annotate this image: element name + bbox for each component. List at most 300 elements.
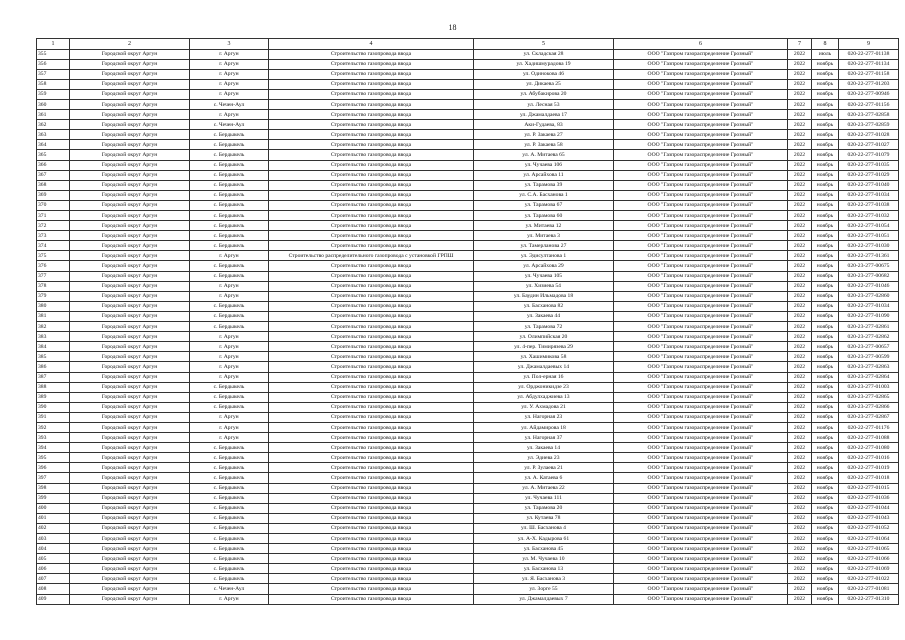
year-cell: 2022 xyxy=(788,49,812,59)
year-cell: 2022 xyxy=(788,271,812,281)
year-cell: 2022 xyxy=(788,534,812,544)
settlement-cell: с. Чечен-Аул xyxy=(190,584,269,594)
organization-cell: ООО "Газпром газораспределение Грозный" xyxy=(614,443,788,453)
table-row xyxy=(37,150,899,160)
table-row xyxy=(37,291,899,301)
row-number-cell: 380 xyxy=(37,301,70,311)
work-type-cell: Строительство газопровода ввода xyxy=(269,180,474,190)
work-type-cell: Строительство газопровода ввода xyxy=(269,503,474,513)
settlement-cell: с. Бердыкель xyxy=(190,160,269,170)
table-row xyxy=(37,523,899,533)
permit-number-cell: 020-22-277-01043 xyxy=(839,513,899,523)
row-number-cell: 368 xyxy=(37,180,70,190)
municipality-cell: Городской округ Аргун xyxy=(70,120,190,130)
address-cell: ул. Р. Закаева 27 xyxy=(474,130,614,140)
work-type-cell: Строительство газопровода ввода xyxy=(269,200,474,210)
municipality-cell: Городской округ Аргун xyxy=(70,211,190,221)
table-row xyxy=(37,301,899,311)
work-type-cell: Строительство газопровода ввода xyxy=(269,261,474,271)
settlement-cell: с. Бердыкель xyxy=(190,443,269,453)
year-cell: 2022 xyxy=(788,412,812,422)
permit-number-cell: 020-23-277-02865 xyxy=(839,392,899,402)
month-cell: ноябрь xyxy=(812,291,839,301)
settlement-cell: с. Бердыкель xyxy=(190,574,269,584)
address-cell: ул. Басханова 82 xyxy=(474,301,614,311)
municipality-cell: Городской округ Аргун xyxy=(70,99,190,109)
address-cell: ул. Тарамова 20 xyxy=(474,503,614,513)
row-number-cell: 367 xyxy=(37,170,70,180)
municipality-cell: Городской округ Аргун xyxy=(70,281,190,291)
municipality-cell: Городской округ Аргун xyxy=(70,534,190,544)
organization-cell: ООО "Газпром газораспределение Грозный" xyxy=(614,140,788,150)
table-row xyxy=(37,241,899,251)
address-cell: ул. Р. Зулаева 21 xyxy=(474,463,614,473)
month-cell: ноябрь xyxy=(812,281,839,291)
work-type-cell: Строительство распределительного газопровода с установкой ГРПШ xyxy=(269,251,474,261)
month-cell: ноябрь xyxy=(812,392,839,402)
organization-cell: ООО "Газпром газораспределение Грозный" xyxy=(614,281,788,291)
row-number-cell: 362 xyxy=(37,120,70,130)
settlement-cell: с. Чечен-Аул xyxy=(190,99,269,109)
work-type-cell: Строительство газопровода ввода xyxy=(269,49,474,59)
month-cell: ноябрь xyxy=(812,120,839,130)
table-row xyxy=(37,544,899,554)
year-cell: 2022 xyxy=(788,140,812,150)
settlement-cell: с. Бердыкель xyxy=(190,140,269,150)
year-cell: 2022 xyxy=(788,241,812,251)
row-number-cell: 399 xyxy=(37,493,70,503)
organization-cell: ООО "Газпром газораспределение Грозный" xyxy=(614,110,788,120)
organization-cell: ООО "Газпром газораспределение Грозный" xyxy=(614,402,788,412)
organization-cell: ООО "Газпром газораспределение Грозный" xyxy=(614,241,788,251)
permit-number-cell: 020-23-277-02866 xyxy=(839,402,899,412)
organization-cell: ООО "Газпром газораспределение Грозный" xyxy=(614,544,788,554)
row-number-cell: 385 xyxy=(37,352,70,362)
table-row xyxy=(37,412,899,422)
row-number-cell: 377 xyxy=(37,271,70,281)
month-cell: ноябрь xyxy=(812,99,839,109)
work-type-cell: Строительство газопровода ввода xyxy=(269,59,474,69)
organization-cell: ООО "Газпром газораспределение Грозный" xyxy=(614,120,788,130)
row-number-cell: 386 xyxy=(37,362,70,372)
permit-number-cell: 020-22-277-01361 xyxy=(839,251,899,261)
row-number-cell: 371 xyxy=(37,211,70,221)
address-cell: ул. Тарамова 67 xyxy=(474,200,614,210)
organization-cell: ООО "Газпром газораспределение Грозный" xyxy=(614,180,788,190)
organization-cell: ООО "Газпром газораспределение Грозный" xyxy=(614,493,788,503)
year-cell: 2022 xyxy=(788,422,812,432)
row-number-cell: 395 xyxy=(37,453,70,463)
year-cell: 2022 xyxy=(788,574,812,584)
month-cell: ноябрь xyxy=(812,513,839,523)
work-type-cell: Строительство газопровода ввода xyxy=(269,564,474,574)
row-number-cell: 364 xyxy=(37,140,70,150)
year-cell: 2022 xyxy=(788,180,812,190)
table-row xyxy=(37,311,899,321)
address-cell: ул. Джамалдаева 17 xyxy=(474,110,614,120)
year-cell: 2022 xyxy=(788,170,812,180)
month-cell: ноябрь xyxy=(812,89,839,99)
permit-number-cell: 020-22-277-01018 xyxy=(839,473,899,483)
municipality-cell: Городской округ Аргун xyxy=(70,69,190,79)
row-number-cell: 404 xyxy=(37,544,70,554)
municipality-cell: Городской округ Аргун xyxy=(70,221,190,231)
month-cell: ноябрь xyxy=(812,261,839,271)
work-type-cell: Строительство газопровода ввода xyxy=(269,574,474,584)
table-row xyxy=(37,89,899,99)
settlement-cell: г. Аргун xyxy=(190,49,269,59)
work-type-cell: Строительство газопровода ввода xyxy=(269,99,474,109)
row-number-cell: 389 xyxy=(37,392,70,402)
row-number-cell: 388 xyxy=(37,382,70,392)
year-cell: 2022 xyxy=(788,594,812,604)
address-cell: ул. Джамалдаевых 7 xyxy=(474,594,614,604)
row-number-cell: 361 xyxy=(37,110,70,120)
address-cell: ул. Джамалдаевых 14 xyxy=(474,362,614,372)
work-type-cell: Строительство газопровода ввода xyxy=(269,544,474,554)
row-number-cell: 375 xyxy=(37,251,70,261)
address-cell: ул. Абдулхаджиева 13 xyxy=(474,392,614,402)
month-cell: ноябрь xyxy=(812,584,839,594)
municipality-cell: Городской округ Аргун xyxy=(70,574,190,584)
table-row xyxy=(37,362,899,372)
settlement-cell: с. Бердыкель xyxy=(190,190,269,200)
permit-number-cell: 020-22-277-01090 xyxy=(839,311,899,321)
table-row xyxy=(37,554,899,564)
permit-number-cell: 020-22-277-01030 xyxy=(839,241,899,251)
settlement-cell: с. Бердыкель xyxy=(190,473,269,483)
table-row xyxy=(37,281,899,291)
address-cell: ул. Нагорная 37 xyxy=(474,433,614,443)
month-cell: ноябрь xyxy=(812,59,839,69)
work-type-cell: Строительство газопровода ввода xyxy=(269,362,474,372)
table-row xyxy=(37,99,899,109)
address-cell: ул. Басханова 45 xyxy=(474,544,614,554)
settlement-cell: с. Бердыкель xyxy=(190,261,269,271)
organization-cell: ООО "Газпром газораспределение Грозный" xyxy=(614,554,788,564)
work-type-cell: Строительство газопровода ввода xyxy=(269,79,474,89)
table-row xyxy=(37,594,899,604)
municipality-cell: Городской округ Аргун xyxy=(70,332,190,342)
month-cell: ноябрь xyxy=(812,372,839,382)
permit-number-cell: 020-22-277-01138 xyxy=(839,49,899,59)
table-row xyxy=(37,110,899,120)
row-number-cell: 401 xyxy=(37,513,70,523)
month-cell: ноябрь xyxy=(812,180,839,190)
month-cell: ноябрь xyxy=(812,150,839,160)
table-row xyxy=(37,503,899,513)
year-cell: 2022 xyxy=(788,261,812,271)
row-number-cell: 397 xyxy=(37,473,70,483)
settlement-cell: с. Бердыкель xyxy=(190,221,269,231)
permit-number-cell: 020-22-277-01052 xyxy=(839,523,899,533)
work-type-cell: Строительство газопровода ввода xyxy=(269,443,474,453)
municipality-cell: Городской округ Аргун xyxy=(70,89,190,99)
organization-cell: ООО "Газпром газораспределение Грозный" xyxy=(614,291,788,301)
year-cell: 2022 xyxy=(788,372,812,382)
settlement-cell: г. Аргун xyxy=(190,372,269,382)
year-cell: 2022 xyxy=(788,322,812,332)
row-number-cell: 403 xyxy=(37,534,70,544)
permit-number-cell: 020-22-277-01080 xyxy=(839,443,899,453)
permit-number-cell: 020-23-277-02861 xyxy=(839,322,899,332)
municipality-cell: Городской округ Аргун xyxy=(70,463,190,473)
year-cell: 2022 xyxy=(788,251,812,261)
row-number-cell: 378 xyxy=(37,281,70,291)
settlement-cell: с. Бердыкель xyxy=(190,311,269,321)
row-number-cell: 358 xyxy=(37,79,70,89)
work-type-cell: Строительство газопровода ввода xyxy=(269,69,474,79)
year-cell: 2022 xyxy=(788,473,812,483)
permit-number-cell: 020-22-277-01019 xyxy=(839,463,899,473)
permit-number-cell: 020-22-277-01029 xyxy=(839,170,899,180)
permit-number-cell: 020-22-277-01054 xyxy=(839,221,899,231)
work-type-cell: Строительство газопровода ввода xyxy=(269,332,474,342)
row-number-cell: 359 xyxy=(37,89,70,99)
year-cell: 2022 xyxy=(788,362,812,372)
work-type-cell: Строительство газопровода ввода xyxy=(269,231,474,241)
table-row xyxy=(37,584,899,594)
year-cell: 2022 xyxy=(788,402,812,412)
year-cell: 2022 xyxy=(788,150,812,160)
year-cell: 2022 xyxy=(788,301,812,311)
municipality-cell: Городской округ Аргун xyxy=(70,271,190,281)
month-cell: ноябрь xyxy=(812,503,839,513)
column-header: 4 xyxy=(269,39,474,50)
organization-cell: ООО "Газпром газораспределение Грозный" xyxy=(614,69,788,79)
settlement-cell: с. Бердыкель xyxy=(190,483,269,493)
organization-cell: ООО "Газпром газораспределение Грозный" xyxy=(614,261,788,271)
permit-number-cell: 020-23-277-02863 xyxy=(839,362,899,372)
municipality-cell: Городской округ Аргун xyxy=(70,59,190,69)
address-cell: Аки-Гудаева, 83 xyxy=(474,120,614,130)
permit-number-cell: 020-23-277-00682 xyxy=(839,271,899,281)
column-header: 2 xyxy=(70,39,190,50)
permit-number-cell: 020-22-277-01081 xyxy=(839,584,899,594)
permit-number-cell: 020-22-277-01016 xyxy=(839,453,899,463)
permit-number-cell: 020-23-277-00675 xyxy=(839,261,899,271)
month-cell: ноябрь xyxy=(812,200,839,210)
address-cell: ул. Эдисултанова 1 xyxy=(474,251,614,261)
month-cell: ноябрь xyxy=(812,322,839,332)
permit-number-cell: 020-22-277-01065 xyxy=(839,544,899,554)
year-cell: 2022 xyxy=(788,453,812,463)
organization-cell: ООО "Газпром газораспределение Грозный" xyxy=(614,332,788,342)
table-row xyxy=(37,79,899,89)
municipality-cell: Городской округ Аргун xyxy=(70,49,190,59)
table-row xyxy=(37,342,899,352)
address-cell: ул. А. Катаева 6 xyxy=(474,473,614,483)
permit-number-cell: 020-23-277-02859 xyxy=(839,120,899,130)
organization-cell: ООО "Газпром газораспределение Грозный" xyxy=(614,433,788,443)
municipality-cell: Городской округ Аргун xyxy=(70,200,190,210)
permit-number-cell: 020-22-277-01069 xyxy=(839,564,899,574)
permit-number-cell: 020-22-277-01158 xyxy=(839,69,899,79)
address-cell: ул. Дикаева 25 xyxy=(474,79,614,89)
year-cell: 2022 xyxy=(788,483,812,493)
work-type-cell: Строительство газопровода ввода xyxy=(269,89,474,99)
table-header-row xyxy=(37,39,899,50)
work-type-cell: Строительство газопровода ввода xyxy=(269,483,474,493)
settlement-cell: г. Аргун xyxy=(190,422,269,432)
settlement-cell: г. Аргун xyxy=(190,362,269,372)
organization-cell: ООО "Газпром газораспределение Грозный" xyxy=(614,473,788,483)
address-cell: ул. Кутаева 78 xyxy=(474,513,614,523)
settlement-cell: с. Бердыкель xyxy=(190,564,269,574)
year-cell: 2022 xyxy=(788,69,812,79)
organization-cell: ООО "Газпром газораспределение Грозный" xyxy=(614,49,788,59)
work-type-cell: Строительство газопровода ввода xyxy=(269,130,474,140)
column-header: 6 xyxy=(614,39,788,50)
organization-cell: ООО "Газпром газораспределение Грозный" xyxy=(614,503,788,513)
permit-number-cell: 020-22-277-01036 xyxy=(839,493,899,503)
year-cell: 2022 xyxy=(788,211,812,221)
column-header: 9 xyxy=(839,39,899,50)
table-row xyxy=(37,322,899,332)
table-row xyxy=(37,251,899,261)
settlement-cell: г. Аргун xyxy=(190,79,269,89)
table-row xyxy=(37,463,899,473)
address-cell: ул. Хашимикова 58 xyxy=(474,352,614,362)
table-row xyxy=(37,130,899,140)
year-cell: 2022 xyxy=(788,493,812,503)
permit-number-cell: 020-22-277-01088 xyxy=(839,433,899,443)
work-type-cell: Строительство газопровода ввода xyxy=(269,554,474,564)
address-cell: ул. Тамерланова 27 xyxy=(474,241,614,251)
municipality-cell: Городской округ Аргун xyxy=(70,443,190,453)
year-cell: 2022 xyxy=(788,160,812,170)
table-row xyxy=(37,190,899,200)
municipality-cell: Городской округ Аргун xyxy=(70,342,190,352)
month-cell: ноябрь xyxy=(812,433,839,443)
address-cell: ул. Митаева 12 xyxy=(474,221,614,231)
month-cell: ноябрь xyxy=(812,422,839,432)
table-row xyxy=(37,160,899,170)
settlement-cell: с. Бердыкель xyxy=(190,513,269,523)
table-row xyxy=(37,372,899,382)
month-cell: ноябрь xyxy=(812,544,839,554)
organization-cell: ООО "Газпром газораспределение Грозный" xyxy=(614,99,788,109)
address-cell: ул. Абубакирова 20 xyxy=(474,89,614,99)
work-type-cell: Строительство газопровода ввода xyxy=(269,513,474,523)
month-cell: ноябрь xyxy=(812,342,839,352)
address-cell: ул. А. Митаева 22 xyxy=(474,483,614,493)
organization-cell: ООО "Газпром газораспределение Грозный" xyxy=(614,392,788,402)
municipality-cell: Городской округ Аргун xyxy=(70,513,190,523)
address-cell: ул. С.А. Басханова 1 xyxy=(474,190,614,200)
address-cell: ул. Складская 28 xyxy=(474,49,614,59)
municipality-cell: Городской округ Аргун xyxy=(70,231,190,241)
municipality-cell: Городской округ Аргун xyxy=(70,584,190,594)
permit-number-cell: 020-22-277-01022 xyxy=(839,574,899,584)
municipality-cell: Городской округ Аргун xyxy=(70,170,190,180)
table-row xyxy=(37,574,899,584)
settlement-cell: с. Бердыкель xyxy=(190,150,269,160)
settlement-cell: с. Бердыкель xyxy=(190,453,269,463)
municipality-cell: Городской округ Аргун xyxy=(70,382,190,392)
work-type-cell: Строительство газопровода ввода xyxy=(269,584,474,594)
year-cell: 2022 xyxy=(788,291,812,301)
settlement-cell: с. Бердыкель xyxy=(190,322,269,332)
municipality-cell: Городской округ Аргун xyxy=(70,503,190,513)
organization-cell: ООО "Газпром газораспределение Грозный" xyxy=(614,382,788,392)
municipality-cell: Городской округ Аргун xyxy=(70,554,190,564)
work-type-cell: Строительство газопровода ввода xyxy=(269,291,474,301)
organization-cell: ООО "Газпром газораспределение Грозный" xyxy=(614,584,788,594)
settlement-cell: г. Аргун xyxy=(190,281,269,291)
settlement-cell: г. Аргун xyxy=(190,352,269,362)
municipality-cell: Городской округ Аргун xyxy=(70,180,190,190)
municipality-cell: Городской округ Аргун xyxy=(70,473,190,483)
organization-cell: ООО "Газпром газораспределение Грозный" xyxy=(614,200,788,210)
row-number-cell: 407 xyxy=(37,574,70,584)
permit-number-cell: 020-22-277-01035 xyxy=(839,160,899,170)
row-number-cell: 360 xyxy=(37,99,70,109)
municipality-cell: Городской округ Аргун xyxy=(70,110,190,120)
year-cell: 2022 xyxy=(788,544,812,554)
municipality-cell: Городской округ Аргун xyxy=(70,241,190,251)
row-number-cell: 394 xyxy=(37,443,70,453)
row-number-cell: 409 xyxy=(37,594,70,604)
column-header: 5 xyxy=(474,39,614,50)
organization-cell: ООО "Газпром газораспределение Грозный" xyxy=(614,231,788,241)
settlement-cell: с. Бердыкель xyxy=(190,534,269,544)
organization-cell: ООО "Газпром газораспределение Грозный" xyxy=(614,594,788,604)
year-cell: 2022 xyxy=(788,221,812,231)
row-number-cell: 373 xyxy=(37,231,70,241)
municipality-cell: Городской округ Аргун xyxy=(70,402,190,412)
permit-number-cell: 020-22-277-01034 xyxy=(839,301,899,311)
table-row xyxy=(37,49,899,59)
row-number-cell: 392 xyxy=(37,422,70,432)
year-cell: 2022 xyxy=(788,190,812,200)
settlement-cell: с. Бердыкель xyxy=(190,130,269,140)
month-cell: ноябрь xyxy=(812,554,839,564)
organization-cell: ООО "Газпром газораспределение Грозный" xyxy=(614,190,788,200)
address-cell: ул. Закаева 44 xyxy=(474,311,614,321)
municipality-cell: Городской округ Аргун xyxy=(70,594,190,604)
year-cell: 2022 xyxy=(788,443,812,453)
row-number-cell: 374 xyxy=(37,241,70,251)
work-type-cell: Строительство газопровода ввода xyxy=(269,412,474,422)
table-row xyxy=(37,221,899,231)
address-cell: ул. Зорге 55 xyxy=(474,584,614,594)
organization-cell: ООО "Газпром газораспределение Грозный" xyxy=(614,130,788,140)
organization-cell: ООО "Газпром газораспределение Грозный" xyxy=(614,574,788,584)
permit-number-cell: 020-22-277-01038 xyxy=(839,200,899,210)
work-type-cell: Строительство газопровода ввода xyxy=(269,120,474,130)
settlement-cell: с. Бердыкель xyxy=(190,180,269,190)
row-number-cell: 383 xyxy=(37,332,70,342)
organization-cell: ООО "Газпром газораспределение Грозный" xyxy=(614,422,788,432)
work-type-cell: Строительство газопровода ввода xyxy=(269,271,474,281)
settlement-cell: г. Аргун xyxy=(190,89,269,99)
month-cell: ноябрь xyxy=(812,190,839,200)
table-row xyxy=(37,513,899,523)
year-cell: 2022 xyxy=(788,59,812,69)
organization-cell: ООО "Газпром газораспределение Грозный" xyxy=(614,412,788,422)
permit-number-cell: 020-23-277-01003 xyxy=(839,382,899,392)
settlement-cell: г. Аргун xyxy=(190,332,269,342)
settlement-cell: с. Бердыкель xyxy=(190,271,269,281)
address-cell: ул. Одинокова 46 xyxy=(474,69,614,79)
settlement-cell: с. Бердыкель xyxy=(190,241,269,251)
year-cell: 2022 xyxy=(788,513,812,523)
settlement-cell: г. Аргун xyxy=(190,251,269,261)
year-cell: 2022 xyxy=(788,281,812,291)
settlement-cell: г. Аргун xyxy=(190,412,269,422)
work-type-cell: Строительство газопровода ввода xyxy=(269,342,474,352)
